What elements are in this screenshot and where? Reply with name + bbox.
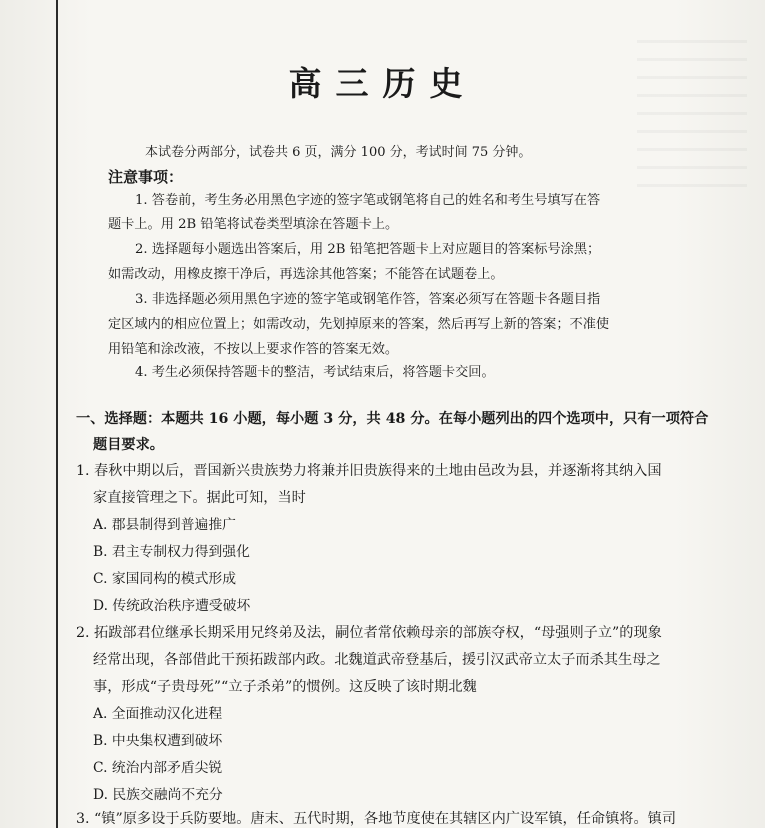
question-stem: 2. 拓跋部君位继承长期采用兄终弟及法，嗣位者常依赖母亲的部族夺权，“母强则子立”的现象 xyxy=(76,625,662,641)
question-stem: 经常出现，各部借此干预拓跋部内政。北魏道武帝登基后，援引汉武帝立太子而杀其生母之 xyxy=(93,652,661,668)
answer-option: C. 家国同构的模式形成 xyxy=(93,571,237,587)
notice-line: 1. 答卷前，考生务必用黑色字迹的签字笔或钢笔将自己的姓名和考生号填写在答 xyxy=(135,193,601,208)
answer-option: A. 郡县制得到普遍推广 xyxy=(93,517,236,533)
question-stem: 事，形成“子贵母死”“立子杀弟”的惯例。这反映了该时期北魏 xyxy=(93,679,477,695)
answer-option: C. 统治内部矛盾尖锐 xyxy=(93,760,223,776)
exam-intro: 本试卷分两部分，试卷共 6 页，满分 100 分，考试时间 75 分钟。 xyxy=(145,145,532,160)
notice-line: 用铅笔和涂改液，不按以上要求作答的答案无效。 xyxy=(108,342,399,357)
notice-line: 4. 考生必须保持答题卡的整洁，考试结束后，将答题卡交回。 xyxy=(135,365,495,380)
section-heading: 一、选择题：本题共 16 小题，每小题 3 分，共 48 分。在每小题列出的四个选项中，只有一项符合 xyxy=(76,411,709,427)
answer-option: D. 传统政治秩序遭受破坏 xyxy=(93,598,251,614)
answer-option: B. 君主专制权力得到强化 xyxy=(93,544,250,560)
notice-line: 如需改动，用橡皮擦干净后，再选涂其他答案；不能答在试题卷上。 xyxy=(108,267,504,282)
answer-option: B. 中央集权遭到破坏 xyxy=(93,733,223,749)
binding-line xyxy=(56,0,58,828)
notice-line: 定区域内的相应位置上；如需改动，先划掉原来的答案，然后再写上新的答案；不准使 xyxy=(108,317,610,332)
answer-option: A. 全面推动汉化进程 xyxy=(93,706,223,722)
section-heading-cont: 题目要求。 xyxy=(93,437,164,453)
notice-heading: 注意事项： xyxy=(108,168,184,186)
question-stem: 3. “镇”原多设于兵防要地。唐末、五代时期，各地节度使在其辖区内广设军镇，任命镇将。镇司 xyxy=(76,811,677,827)
notice-line: 3. 非选择题必须用黑色字迹的签字笔或钢笔作答，答案必须写在答题卡各题目指 xyxy=(135,292,601,307)
question-stem: 1. 春秋中期以后，晋国新兴贵族势力将兼并旧贵族得来的土地由邑改为县，并逐渐将其纳入国 xyxy=(76,463,662,479)
answer-option: D. 民族交融尚不充分 xyxy=(93,787,223,803)
notice-line: 题卡上。用 2B 铅笔将试卷类型填涂在答题卡上。 xyxy=(108,217,399,232)
notice-line: 2. 选择题每小题选出答案后，用 2B 铅笔把答题卡上对应题目的答案标号涂黑； xyxy=(135,242,601,257)
question-stem: 家直接管理之下。据此可知，当时 xyxy=(93,490,306,506)
page-title: 高三历史 xyxy=(288,64,477,103)
